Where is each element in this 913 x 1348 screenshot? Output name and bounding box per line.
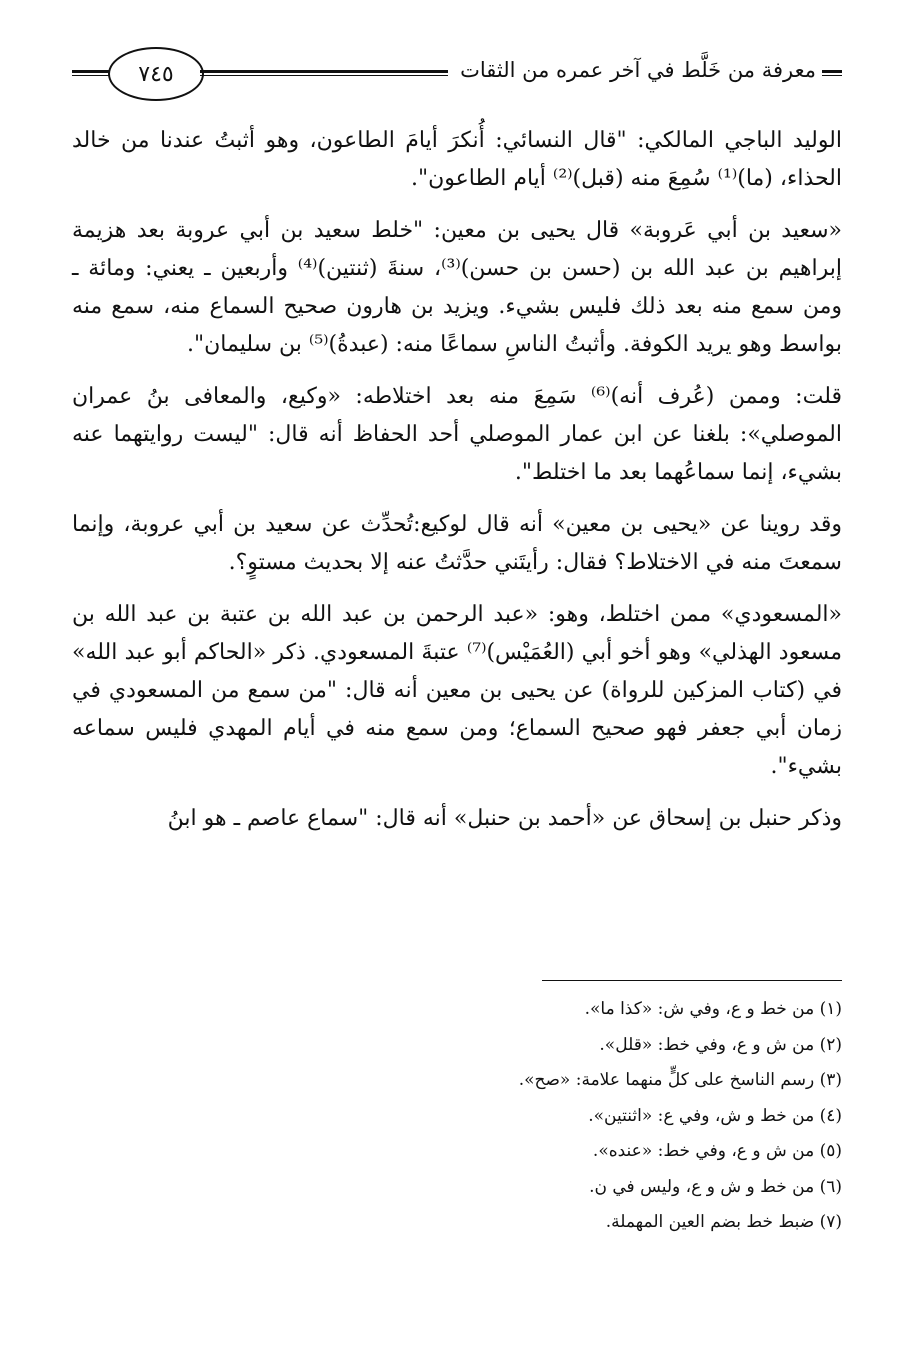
book-page bbox=[72, 44, 842, 1314]
running-title: معرفة من خَلَّط في آخر عمره من الثقات bbox=[460, 58, 816, 82]
footnote-separator bbox=[542, 980, 842, 981]
page-number: ٧٤٥ bbox=[108, 47, 204, 101]
paragraph: «المسعودي» ممن اختلط، وهو: «عبد الرحمن بن عبد الله بن عتبة بن عبد الله بن مسعود الهذلي» وهو أخو أبي (العُمَيْس)⁽⁷⁾ عتبةَ المسعودي. ذكر «الحاكم أبو عبد الله» في (كتاب المزكين للرواة) عن يحيى بن معين أنه قال: "من سمع من المسعودي في زمان أبي جعفر فهو صحيح السماع؛ ومن سمع منه في أيام المهدي فليس سماعه بشيء". bbox=[72, 602, 842, 779]
footnote: (٧) ضبط خط بضم العين المهملة. bbox=[605, 1212, 842, 1232]
paragraph: قلت: وممن (عُرف أنه)⁽⁶⁾ سَمِعَ منه بعد اختلاطه: «وكيع، والمعافى بنُ عمران الموصلي»: بلغنا عن ابن عمار الموصلي أحد الحفاظ أنه قال: "ليست روايتهما عنه بشيء، إنما سماعُهما بعد ما اختلط". bbox=[72, 384, 842, 485]
footnote: (٢) من ش و ع، وفي خط: «قلل». bbox=[599, 1034, 842, 1055]
paragraph: الوليد الباجي المالكي: "قال النسائي: أُنكرَ أيامَ الطاعون، وهو أثبتُ عندنا من خالد الحذاء، (ما)⁽¹⁾ سُمِعَ منه (قبل)⁽²⁾ أيام الطاعون". bbox=[72, 128, 842, 191]
paragraph: وذكر حنبل بن إسحاق عن «أحمد بن حنبل» أنه قال: "سماع عاصم ـ هو ابنُ bbox=[167, 806, 842, 831]
paragraph: وقد روينا عن «يحيى بن معين» أنه قال لوكيع:تُحدِّث عن سعيد بن أبي عروبة، وإنما سمعتَ منه في الاختلاط؟ فقال: رأيتَني حدَّثتُ عنه إلا بحديث مستوٍ؟. bbox=[72, 512, 842, 575]
footnote: (٤) من خط و ش، وفي ع: «اثنتين». bbox=[588, 1105, 842, 1126]
page-header bbox=[72, 44, 842, 100]
main-text bbox=[72, 122, 842, 852]
footnote: (١) من خط و ع، وفي ش: «كذا ما». bbox=[584, 999, 842, 1019]
paragraph: «سعيد بن أبي عَروبة» قال يحيى بن معين: "خلط سعيد بن أبي عروبة بعد هزيمة إبراهيم بن عبد الله بن (حسن بن حسن)⁽³⁾، سنةَ (ثنتين)⁽⁴⁾ وأربعين ـ يعني: ومائة ـ ومن سمع منه بعد ذلك فليس بشيء. ويزيد بن هارون صحيح السماع منه، سمع منه بواسط وهو يريد الكوفة. وأثبتُ الناسِ سماعًا منه: (عبدةُ)⁽⁵⁾ بن سليمان". bbox=[72, 218, 842, 357]
footnote: (٥) من ش و ع، وفي خط: «عنده». bbox=[592, 1141, 842, 1161]
header-rule-right bbox=[822, 70, 842, 76]
header-rule-middle bbox=[200, 70, 448, 76]
footnote: (٣) رسم الناسخ على كلٍّ منهما علامة: «صح». bbox=[518, 1070, 842, 1090]
header-rule-left bbox=[72, 70, 110, 76]
footnotes bbox=[72, 992, 842, 1241]
footnote: (٦) من خط و ش و ع، وليس في ن. bbox=[589, 1176, 842, 1197]
